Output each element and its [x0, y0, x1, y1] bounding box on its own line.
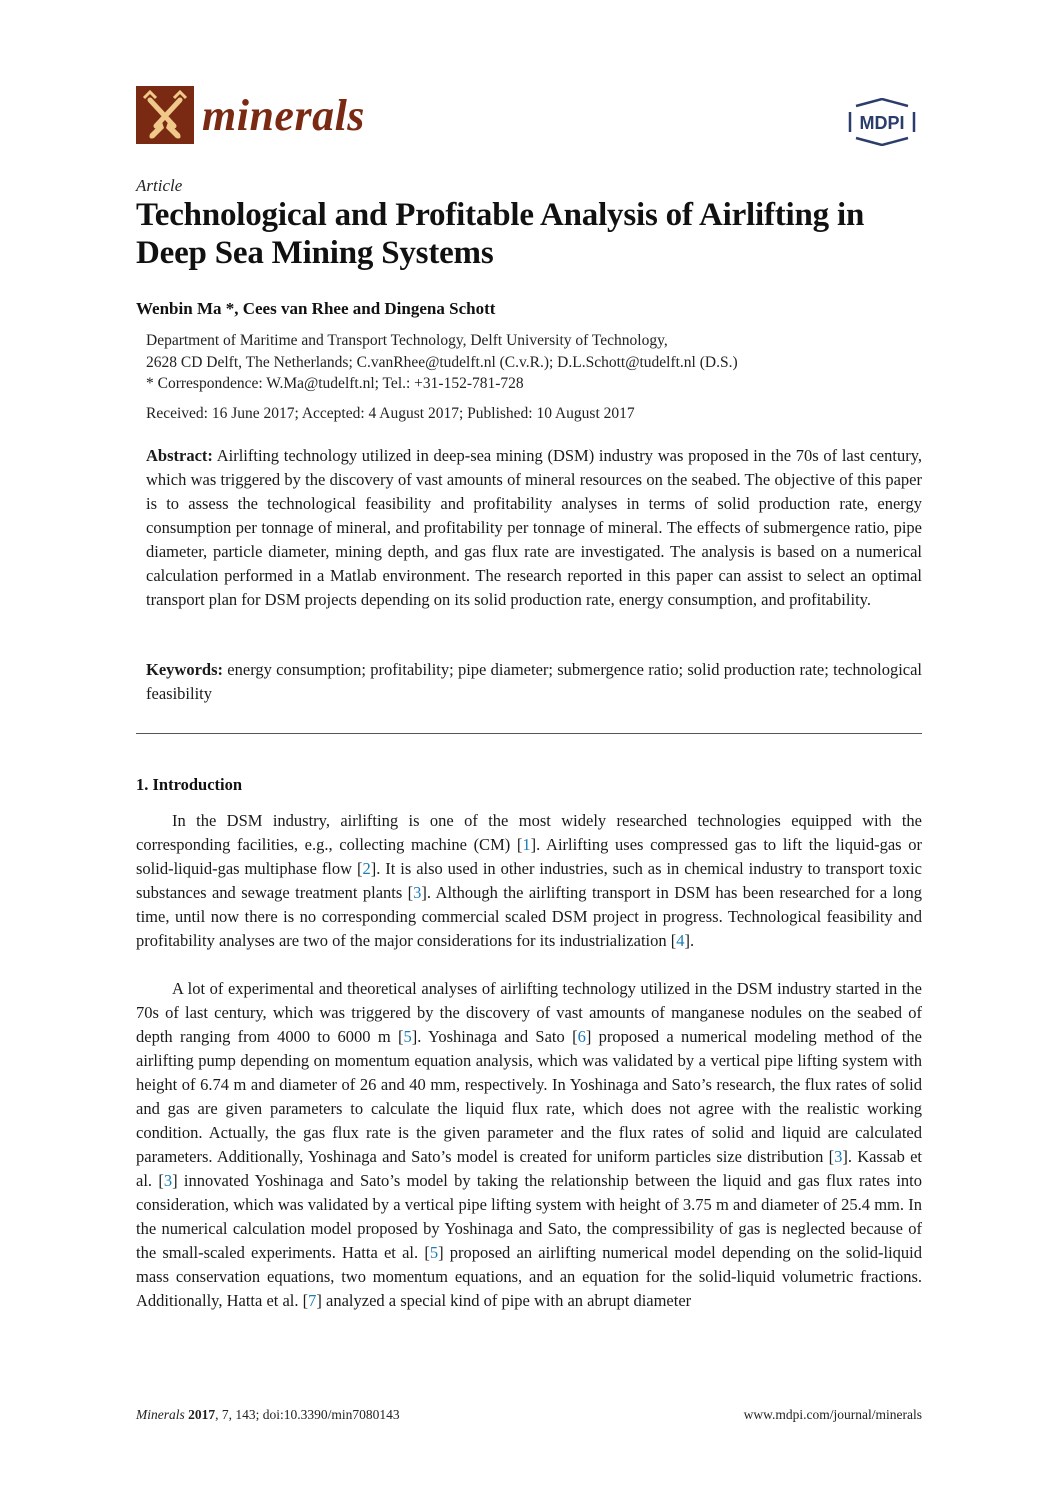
mdpi-hexagon-icon — [842, 98, 922, 146]
footer-doi: , 7, 143; doi:10.3390/min7080143 — [215, 1407, 400, 1422]
mdpi-logo — [842, 98, 922, 146]
affiliation-line: Department of Maritime and Transport Technology, Delft University of Technology, — [146, 332, 668, 349]
citation-link[interactable]: 3 — [834, 1147, 843, 1166]
citation-link[interactable]: 6 — [577, 1027, 586, 1046]
text-run: ]. Kassab et al. [ — [136, 1147, 922, 1190]
citation-link[interactable]: 4 — [676, 931, 685, 950]
citation-link[interactable]: 2 — [362, 859, 371, 878]
text-run: In the DSM industry, airlifting is one of the most widely researched technologies equipped with the corresponding facilities, e.g., collecting machine (CM) [ — [136, 811, 922, 854]
paragraph — [136, 809, 922, 953]
journal-url[interactable]: www.mdpi.com/journal/minerals — [743, 1407, 922, 1422]
citation-link[interactable]: 3 — [413, 883, 422, 902]
svg-text:MDPI: MDPI — [859, 113, 905, 133]
keywords-text: energy consumption; profitability; pipe diameter; submergence ratio; solid production rate; technological feasibility — [146, 660, 923, 703]
text-run: ] analyzed a special kind of pipe with an abrupt diameter — [316, 1291, 692, 1310]
paper-title: Technological and Profitable Analysis of Airlifting in Deep Sea Mining Systems — [136, 197, 865, 271]
article-type: Article — [136, 176, 183, 195]
paragraph — [136, 977, 922, 1313]
citation-link[interactable]: 5 — [403, 1027, 412, 1046]
text-run: ]. Yoshinaga and Sato [ — [411, 1027, 578, 1046]
text-run: ]. — [684, 931, 695, 950]
keywords-label: Keywords: — [146, 660, 223, 679]
crossed-shovels-icon — [136, 86, 194, 144]
journal-name-logo: minerals — [202, 91, 365, 140]
citation-link[interactable]: 3 — [163, 1171, 173, 1190]
publication-dates: Received: 16 June 2017; Accepted: 4 August 2017; Published: 10 August 2017 — [146, 405, 635, 422]
text-run: ] proposed an airlifting numerical model depending on the solid-liquid mass conservation equations, two momentum equations, and an equation for the solid-liquid volumetric fractions. Additionally, Hatta et al. [ — [136, 1243, 922, 1310]
affiliation-line: 2628 CD Delft, The Netherlands; C.vanRhee@tudelft.nl (C.v.R.); D.L.Schott@tudelft.nl (D.S.) — [146, 353, 738, 371]
section-heading: 1. Introduction — [136, 775, 243, 794]
text-run: ]. It is also used in other industries, such as in chemical industry to transport toxic substances and sewage treatment plants [ — [136, 859, 922, 902]
text-run: ] proposed a numerical modeling method of the airlifting pump depending on momentum equation analysis, which was validated by a vertical pipe lifting system with height of 6.74 m and diameter of 26 and 40 mm, respectively. In Yoshinaga and Sato’s research, the flux rates of solid and gas are given parameters to calculate the liquid flux rate, which does not agree with the realistic working condition. Actually, the gas flux rate is the given parameter and the flux rates of solid and liquid are calculated parameters. Additionally, Yoshinaga and Sato’s model is created for uniform particles size distribution [ — [136, 1027, 922, 1166]
journal-logo-icon — [136, 86, 194, 144]
text-run: ]. Airlifting uses compressed gas to lift the liquid-gas or solid-liquid-gas multiphase flow [ — [136, 835, 922, 878]
footer-journal: Minerals — [136, 1407, 185, 1422]
author-list: Wenbin Ma *, Cees van Rhee and Dingena Schott — [136, 299, 496, 318]
citation-link[interactable]: 5 — [429, 1243, 439, 1262]
text-run: ]. Although the airlifting transport in DSM has been researched for a long time, until now there is no corresponding commercial scaled DSM project in progress. Technological feasibility and profitability analyses are two of the major considerations for its industrialization [ — [136, 883, 922, 950]
affiliations — [146, 330, 936, 395]
abstract-label: Abstract: — [146, 446, 213, 465]
abstract-text: Airlifting technology utilized in deep-sea mining (DSM) industry was proposed in the 70s of last century, which was triggered by the discovery of vast amounts of mineral resources on the seabed. The objective of this paper is to assess the technological feasibility and profitability analyses in terms of solid production rate, energy consumption per tonnage of mineral, and profitability per tonnage of mineral. The effects of submergence ratio, pipe diameter, particle diameter, mining depth, and gas flux rate are investigated. The analysis is based on a numerical calculation performed in a Matlab environment. The research reported in this paper can assist to select an optimal transport plan for DSM projects depending on its solid production rate, energy consumption, and profitability. — [146, 446, 922, 609]
keywords — [146, 658, 922, 706]
section-divider — [136, 733, 922, 734]
footer-year: 2017 — [188, 1407, 216, 1422]
correspondence: * Correspondence: W.Ma@tudelft.nl; Tel.: +31-152-781-728 — [146, 375, 524, 392]
citation-link[interactable]: 7 — [308, 1291, 317, 1310]
citation-link[interactable]: 1 — [522, 835, 531, 854]
abstract — [146, 444, 922, 612]
citation-footer — [136, 1407, 400, 1423]
text-run: A lot of experimental and theoretical analyses of airlifting technology utilized in the DSM industry started in the 70s of last century, which was triggered by the discovery of vast amounts of manganese nodules on the seabed of depth ranging from 4000 to 6000 m [ — [136, 979, 922, 1046]
text-run: ] innovated Yoshinaga and Sato’s model by taking the relationship between the liquid and gas flux rates into consideration, which was validated by a vertical pipe lifting system with height of 3.75 m and diameter of 25.4 mm. In the numerical calculation model proposed by Yoshinaga and Sato, the compressibility of gas is neglected because of the small-scaled experiments. Hatta et al. [ — [136, 1171, 922, 1262]
